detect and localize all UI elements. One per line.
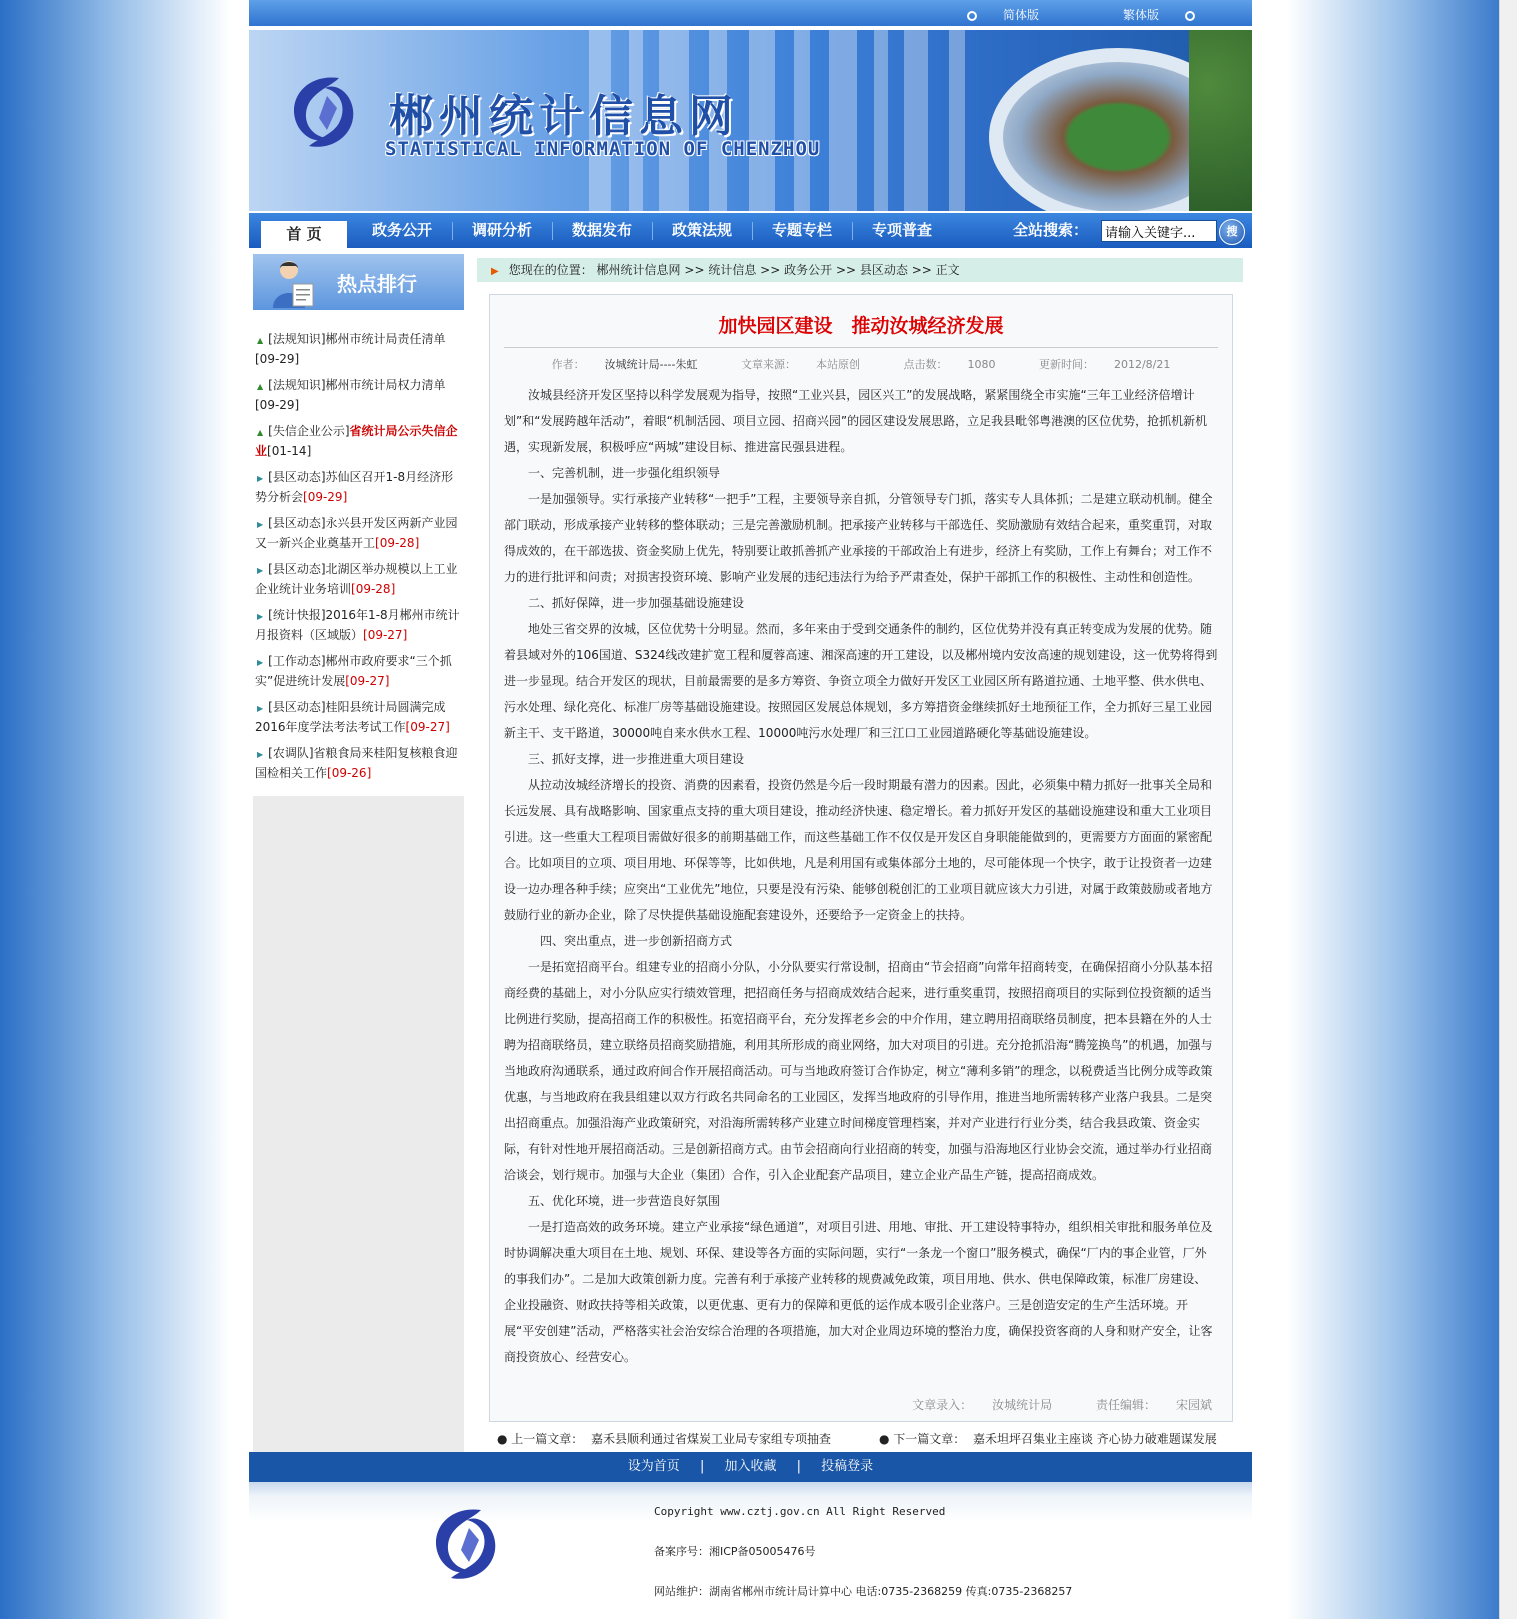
add-favorite-link[interactable]: 加入收藏 [724, 1459, 777, 1474]
arrow-right-icon: ▶ [491, 266, 499, 277]
article-paragraph: 二、抓好保障，进一步加强基础设施建设 [528, 596, 745, 610]
nav-special-census[interactable]: 专项普查 [871, 221, 932, 239]
article-paragraph: 一是打造高效的政务环境。建立产业承接“绿色通道”，对项目引进、用地、审批、开工建设特事特办，组织相关审批和服务单位及时协调解决重大项目在土地、规划、环保、建设等各方面的实际问题，实行“一条龙一个窗口”服务模式，确保“厂内的事企业管，厂外的事我们办”。二是加大政策创新力度。完善有利于承接产业转移的规费减免政策，项目用地、供水、供电保障政策，标准厂房建设、企业投融资、财政扶持等相关政策，以更优惠、更有力的保障和更低的运作成本吸引企业落户。三是创造安定的生产生活环境。开展“平安创建”活动，严格落实社会治安综合治理的各项措施，加大对企业周边环境的整治力度，确保投资客商的人身和财产安全，让客商投资放心、经营安心。 [504, 1220, 1213, 1364]
article-paragraph: 一是加强领导。实行承接产业转移“一把手”工程，主要领导亲自抓，分管领导专门抓，落实专人具体抓；二是建立联动机制。健全部门联动，形成承接产业转移的整体联动；三是完善激励机制。把承接产业转移与干部选任、奖励激励有效结合起来，重奖重罚，对取得成效的，在干部选拔、资金奖励上优先，特别要让敢抓善抓产业承接的干部政治上有进步，经济上有奖励，工作上有舞台；对工作不力的进行批评和问责；对损害投资环境、影响产业发展的违纪违法行为给予严肃查处，保护干部抓工作的积极性、主动性和创造性。 [504, 492, 1213, 584]
submit-login-link[interactable]: 投稿登录 [821, 1459, 874, 1474]
nav-government-affairs[interactable]: 政务公开 [371, 221, 432, 239]
triangle-right-icon: ▶ [257, 612, 264, 621]
breadcrumb-link[interactable]: 郴州统计信息网 [596, 263, 681, 277]
list-item[interactable]: ▶ [县区动态]北湖区举办规模以上工业企业统计业务培训[09-28] [255, 562, 458, 596]
next-article-link[interactable]: ● 下一篇文章： 嘉禾坦坪召集业主座谈 齐心协力破难题谋发展 [879, 1432, 1217, 1446]
list-item[interactable]: ▶ [县区动态]桂阳县统计局圆满完成2016年度学法考法考试工作[09-27] [255, 700, 450, 734]
breadcrumb-link[interactable]: 县区动态 [859, 263, 908, 277]
article-paragraph: 地处三省交界的汝城，区位优势十分明显。然而，多年来由于受到交通条件的制约，区位优势并没有真正转变成为发展的优势。随着县域对外的106国道、S324线改建扩宽工程和厦蓉高速、湘深高速的开工建设，以及郴州境内安汝高速的规划建设，这一优势将得到进一步显现。结合开发区的现状，目前最需要的是多方筹资、争资立项全力做好开发区工业园区所有路道拉通、土地平整、供水供电、污水处理、绿化亮化、标准厂房等基础设施建设。按照园区发展总体规划，多方筹措资金继续抓好土地预征工作，全力抓好三星工业园新主干、支干路道，30000吨自来水供水工程、10000吨污水处理厂和三江口工业园道路硬化等基础设施建设。 [504, 622, 1218, 740]
footer [249, 1482, 1252, 1619]
lang-traditional-link[interactable]: 繁体版 [1123, 6, 1195, 23]
lang-simplified-link[interactable]: 简体版 [967, 6, 1039, 23]
search-input[interactable] [1101, 220, 1217, 242]
clerk-avatar-icon [269, 258, 317, 308]
window-scrollbar[interactable] [1499, 0, 1517, 1619]
article-paragraph: 四、突出重点，进一步创新招商方式 [528, 934, 733, 948]
article-paragraph: 一是拓宽招商平台。组建专业的招商小分队，小分队要实行常设制，招商由“节会招商”向常年招商转变，在确保招商小分队基本招商经费的基础上，对小分队应实行绩效管理，把招商任务与招商成效结合起来，进行重奖重罚，按照招商项目的实际到位投资额的适当比例进行奖励，提高招商工作的积极性。拓宽招商平台，充分发挥老乡会的中介作用，建立聘用招商联络员制度，把本县籍在外的人士聘为招商联络员，建立联络员招商奖励措施，利用其所形成的商业网络，加大对项目的引进。充分抢抓沿海“腾笼换鸟”的机遇，加强与当地政府沟通联系，通过政府间合作开展招商活动。可与当地政府签订合作协定，树立“薄利多销”的理念，以税费适当比例分成等政策优惠，与当地政府在我县组建以双方行政名共同命名的工业园区，发挥当地政府的引导作用，推进当地所需转移产业落户我县。二是突出招商重点。加强沿海产业政策研究，对沿海所需转移产业建立时间梯度管理档案，并对产业进行行业分类，结合我县政策、资金实际，有针对性地开展招商活动。三是创新招商方式。由节会招商向行业招商的转变，加强与沿海地区行业协会交流，通过举办行业招商洽谈会，划行规市。加强与大企业（集团）合作，引入企业配套产品项目，建立企业产品生产链，提高招商成效。 [504, 960, 1213, 1182]
footer-text [654, 1492, 1072, 1612]
triangle-up-icon: ▲ [257, 382, 264, 391]
search-button[interactable]: 搜 [1219, 219, 1245, 245]
list-item[interactable]: ▲ [失信企业公示]省统计局公示失信企业[01-14] [255, 424, 458, 458]
trees-image [1189, 30, 1252, 211]
breadcrumb-link[interactable]: 统计信息 [708, 263, 757, 277]
article-box [489, 294, 1233, 1422]
page-container [249, 0, 1252, 1619]
list-item[interactable]: ▶ [县区动态]永兴县开发区两新产业园又一新兴企业奠基开工[09-28] [255, 516, 458, 550]
list-item[interactable]: ▶ [统计快报]2016年1-8月郴州市统计月报资料（区域版）[09-27] [255, 608, 460, 642]
triangle-right-icon: ▶ [257, 750, 264, 759]
breadcrumb-current: 正文 [935, 263, 960, 277]
list-item[interactable]: ▶ [县区动态]苏仙区召开1-8月经济形势分析会[09-29] [255, 470, 454, 504]
nav-research-analysis[interactable]: 调研分析 [471, 221, 532, 239]
article-footer: 文章录入： 汝城统计局 责任编辑： 宋园斌 [912, 1398, 1212, 1412]
breadcrumb: ▶ 您现在的位置： 郴州统计信息网 >> 统计信息 >> 政务公开 >> 县区动态 >> 正文 [477, 258, 1243, 282]
triangle-right-icon: ▶ [257, 704, 264, 713]
triangle-right-icon: ▶ [257, 566, 264, 575]
nav-home[interactable]: 首 页 [261, 221, 347, 248]
main-nav [249, 213, 1252, 248]
top-bar [249, 0, 1252, 26]
site-banner [249, 30, 1252, 211]
article-paragraph: 汝城县经济开发区坚持以科学发展观为指导，按照“工业兴县，园区兴工”的发展战略，紧紧围绕全市实施“三年工业经济倍增计划”和“发展跨越年活动”，着眼“机制活园、项目立园、招商兴园”的园区建设发展思路，立足我县毗邻粤港澳的区位优势，抢抓机新机遇，实现新发展，积极呼应“两城”建设目标、推进富民强县进程。 [504, 388, 1208, 454]
triangle-right-icon: ▶ [257, 474, 264, 483]
article-meta: 作者： 汝城统计局----朱虹 文章来源： 本站原创 点击数： 1080 更新时间： 2012/8/21 [551, 358, 1171, 371]
sidebar-title: 热点排行 [337, 272, 417, 296]
article-paragraph: 从拉动汝城经济增长的投资、消费的因素看，投资仍然是今后一段时期最有潜力的因素。因此，必须集中精力抓好一批事关全局和长远发展、具有战略影响、国家重点支持的重大项目建设，推动经济快速、稳定增长。着力抓好开发区的基础设施建设和重大工业项目引进。这一些重大工程项目需做好很多的前期基础工作，而这些基础工作不仅仅是开发区自身职能能做到的，更需要方方面面的紧密配合。比如项目的立项、项目用地、环保等等，比如供地，凡是利用国有或集体部分土地的，尽可能体现一个快字，敢于让投资者一边建设一边办理各种手续；应突出“工业优先”地位，只要是没有污染、能够创税创汇的工业项目就应该大力引进，对属于政策鼓励或者地方鼓励行业的新办企业，除了尽快提供基础设施配套建设外，还要给予一定资金上的扶持。 [504, 778, 1213, 922]
triangle-right-icon: ▶ [257, 520, 264, 529]
triangle-up-icon: ▲ [257, 336, 264, 345]
triangle-up-icon: ▲ [257, 428, 264, 437]
article-paragraph: 三、抓好支撑，进一步推进重大项目建设 [528, 752, 745, 766]
list-item[interactable]: ▲ [法规知识]郴州市统计局责任清单 [09-29] [255, 332, 446, 366]
list-item[interactable]: ▶ [农调队]省粮食局来桂阳复核粮食迎国检相关工作[09-26] [255, 746, 458, 780]
set-homepage-link[interactable]: 设为首页 [627, 1459, 680, 1474]
nav-policy-regulations[interactable]: 政策法规 [671, 221, 732, 239]
copyright: Copyright www.cztj.gov.cn All Right Reserved [654, 1505, 946, 1518]
footer-nav: 设为首页 | 加入收藏 | 投稿登录 [249, 1452, 1252, 1482]
list-item[interactable]: ▲ [法规知识]郴州市统计局权力清单 [09-29] [255, 378, 446, 412]
icp-number: 备案序号：湘ICP备05005476号 [654, 1545, 816, 1558]
nav-special-topics[interactable]: 专题专栏 [771, 221, 832, 239]
maintainer-info: 网站维护：湖南省郴州市统计局计算中心 电话:0735-2368259 传真:0735-2368257 [654, 1585, 1073, 1598]
hot-list [253, 310, 464, 796]
list-item[interactable]: ▶ [工作动态]郴州市政府要求“三个抓实”促进统计发展[09-27] [255, 654, 452, 688]
radio-dot-icon [967, 11, 977, 21]
article-body [504, 382, 1218, 1370]
article-title: 加快园区建设 推动汝城经济发展 [718, 315, 1004, 337]
site-title-en: STATISTICAL INFORMATION OF CHENZHOU [385, 138, 821, 160]
triangle-right-icon: ▶ [257, 658, 264, 667]
breadcrumb-link[interactable]: 政务公开 [784, 263, 833, 277]
sidebar [253, 254, 464, 1454]
search-label: 全站搜索： [1013, 221, 1089, 239]
divider [504, 347, 1218, 348]
sidebar-header [253, 254, 464, 310]
article-paragraph: 一、完善机制，进一步强化组织领导 [528, 466, 721, 480]
site-title-cn: 郴州统计信息网 [389, 91, 739, 142]
article-paragraph: 五、优化环境，进一步营造良好氛围 [528, 1194, 721, 1208]
footer-logo-icon [421, 1500, 509, 1588]
radio-dot-icon [1185, 11, 1195, 21]
site-logo-icon [279, 68, 367, 156]
prev-article-link[interactable]: ● 上一篇文章： 嘉禾县顺利通过省煤炭工业局专家组专项抽查 [497, 1432, 831, 1446]
nav-data-release[interactable]: 数据发布 [571, 221, 632, 239]
